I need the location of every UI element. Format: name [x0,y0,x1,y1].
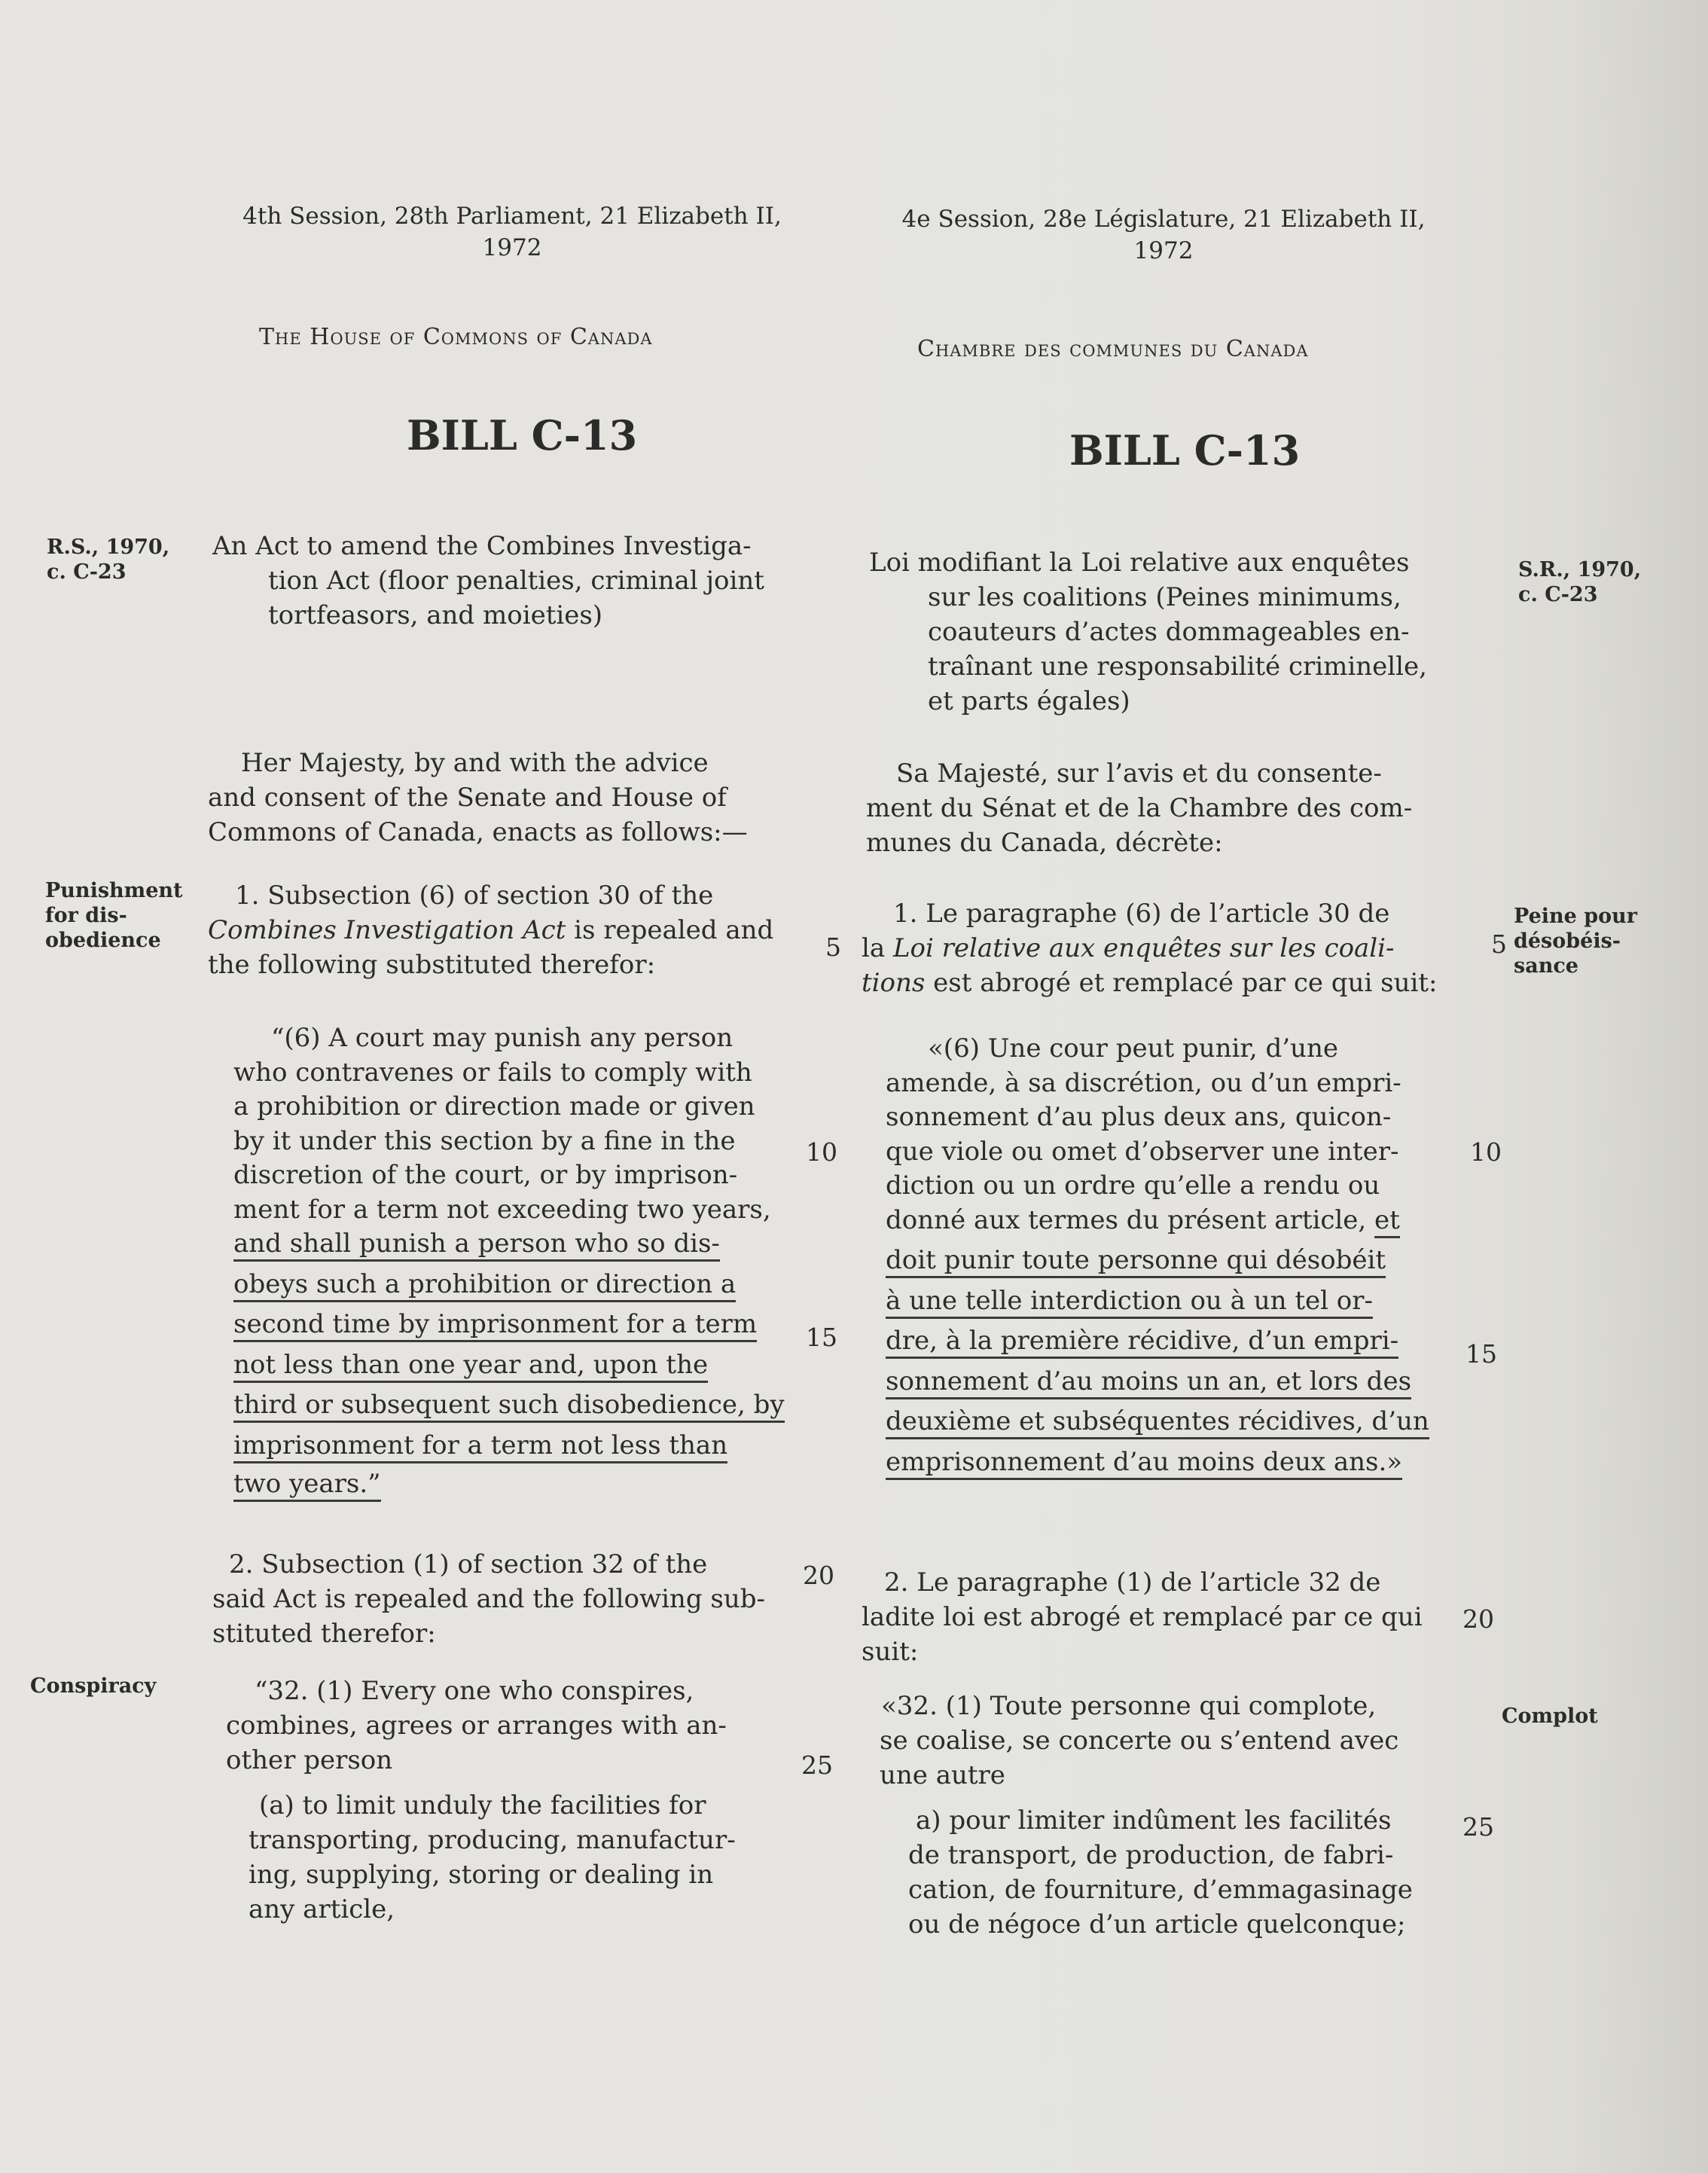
fr-quote-line: «(6) Une cour peut punir, d’une [928,1033,1339,1064]
en-s32-line: other person [226,1745,393,1775]
fr-line-number-15: 15 [1466,1339,1497,1369]
fr-s1-line: est abrogé et remplacé par ce qui suit: [925,968,1438,998]
fr-s1-line: la [862,933,893,963]
en-house-title: The House of Commons of Canada [259,324,653,350]
fr-quote-line: sonnement d’au plus deux ans, quicon- [886,1102,1392,1132]
fr-punishment-line1: Peine pour [1514,905,1637,928]
fr-s32a-line: cation, de fourniture, d’emmagasinage [908,1875,1413,1905]
en-enacting-clause [208,746,748,850]
en-s32a-line: transporting, producing, manufactur- [249,1825,736,1855]
en-quote-line: “(6) A court may punish any person [271,1023,734,1053]
fr-title-line: coauteurs d’actes dommageables en- [928,617,1410,647]
fr-s32a-line: de transport, de production, de fabri- [908,1840,1394,1870]
en-line-number-10: 10 [806,1137,837,1167]
en-s32-line: combines, agrees or arranges with an- [226,1711,727,1741]
fr-title-line: traînant une responsabilité criminelle, [928,652,1427,682]
fr-title-line: sur les coalitions (Peines minimums, [928,582,1401,612]
en-amended-text-line: second time by imprisonment for a term [233,1309,757,1342]
fr-amended-text-line: à une telle interdiction ou à un tel or- [886,1286,1373,1319]
en-amended-text-line: two years.” [233,1469,381,1502]
en-s32-line: “32. (1) Every one who conspires, [255,1676,694,1706]
en-amended-text-line: third or subsequent such disobedience, by [233,1390,785,1423]
en-amended-text-line: not less than one year and, upon the [233,1350,708,1383]
en-s1-line: the following substituted therefor: [208,950,656,980]
en-conspiracy-note: Conspiracy [30,1674,157,1698]
fr-line-number-5: 5 [1491,929,1507,959]
en-amended-text-line: imprisonment for a term not less than [233,1430,727,1463]
en-s32a-line: ing, supplying, storing or dealing in [249,1860,714,1890]
en-line-number-15: 15 [806,1323,837,1352]
fr-session-line: 4e Session, 28e Législature, 21 Elizabeth II, [901,206,1426,233]
fr-title-line: et parts égales) [928,686,1130,716]
en-quote-line: a prohibition or direction made or given [233,1091,755,1122]
en-s1-line: 1. Subsection (6) of section 30 of the [235,880,714,911]
fr-title-line: Loi modifiant la Loi relative aux enquêtes [869,548,1410,578]
en-section-32-a [249,1788,736,1927]
en-s2-line: 2. Subsection (1) of section 32 of the [229,1549,708,1579]
fr-rs-note [1518,557,1641,607]
fr-line-number-20: 20 [1462,1604,1494,1634]
en-punishment-line3: obedience [45,929,161,952]
en-quote-line: by it under this section by a fine in the [233,1125,736,1156]
fr-section-1 [862,896,1438,1000]
en-enacting-line: Commons of Canada, enacts as follows:— [208,817,748,847]
fr-punishment-note [1514,904,1637,978]
en-enacting-line: and consent of the Senate and House of [208,783,727,813]
fr-amended-text-line: dre, à la première récidive, d’un empri- [886,1326,1398,1359]
en-long-title [212,529,764,633]
en-rs-note [47,535,169,584]
en-punishment-note [45,878,183,953]
fr-act-name: Loi relative aux enquêtes sur les coali- [892,933,1395,963]
fr-enacting-line: munes du Canada, décrète: [866,828,1223,858]
en-rs-line2: c. C-23 [47,560,127,584]
en-punishment-line1: Punishment [45,879,183,902]
fr-s32-line: «32. (1) Toute personne qui complote, [881,1691,1377,1721]
fr-amended-text-word: et [1374,1205,1400,1238]
fr-s32a-line: a) pour limiter indûment les facilités [916,1805,1392,1836]
en-title-line: tion Act (floor penalties, criminal joint [268,566,764,596]
fr-rs-line1: S.R., 1970, [1518,558,1642,581]
en-bill-title: BILL C-13 [407,411,638,459]
fr-amended-text-line: emprisonnement d’au moins deux ans.» [886,1447,1402,1480]
fr-s2-line: suit: [862,1637,919,1667]
en-s32a-line: any article, [249,1894,395,1924]
fr-punishment-line3: sance [1514,954,1578,978]
en-section-1-quote [233,1021,785,1502]
en-line-number-5: 5 [825,932,841,962]
en-section-2 [212,1547,765,1651]
en-session-header [203,200,821,264]
fr-s32-line: se coalise, se concerte ou s’entend avec [880,1726,1399,1756]
fr-quote-line: amende, à sa discrétion, ou d’un empri- [886,1067,1401,1098]
en-s2-line: stituted therefor: [212,1619,436,1649]
en-line-number-25: 25 [801,1750,833,1780]
en-rs-line1: R.S., 1970, [47,536,170,559]
fr-section-1-quote [886,1032,1429,1479]
fr-section-32-a [908,1803,1413,1942]
fr-act-name: tions [862,968,926,998]
fr-line-number-10: 10 [1470,1137,1502,1167]
en-quote-line: who contravenes or fails to comply with [233,1057,752,1088]
fr-year-line: 1972 [1133,237,1194,264]
fr-quote-line: donné aux termes du présent article, [886,1204,1367,1235]
en-title-line: An Act to amend the Combines Investiga- [212,531,752,561]
fr-enacting-line: Sa Majesté, sur l’avis et du consente- [896,758,1382,789]
en-section-1 [208,878,773,982]
en-amended-text-line: obeys such a prohibition or direction a [233,1269,736,1302]
en-enacting-line: Her Majesty, by and with the advice [241,748,709,778]
fr-s32-line: une autre [880,1760,1005,1790]
fr-rs-line2: c. C-23 [1518,583,1598,606]
fr-session-header [843,203,1484,267]
fr-bill-title: BILL C-13 [1069,426,1301,475]
en-section-32 [226,1674,727,1778]
fr-enacting-line: ment du Sénat et de la Chambre des com- [866,793,1413,823]
fr-house-title: Chambre des communes du Canada [917,336,1309,362]
en-s2-line: said Act is repealed and the following sub- [212,1584,766,1614]
fr-s2-line: 2. Le paragraphe (1) de l’article 32 de [884,1567,1381,1598]
en-quote-line: discretion of the court, or by imprison- [233,1160,738,1190]
fr-s32a-line: ou de négoce d’un article quelconque; [908,1909,1406,1940]
fr-long-title [869,545,1427,719]
en-line-number-20: 20 [803,1561,834,1590]
en-session-line: 4th Session, 28th Parliament, 21 Elizabeth II, [242,203,782,230]
en-act-name: Combines Investigation Act [208,915,566,945]
en-punishment-line2: for dis- [45,904,127,927]
fr-amended-text-line: doit punir toute personne qui désobéit [886,1245,1386,1278]
en-s32a-line: (a) to limit unduly the facilities for [259,1790,706,1820]
fr-section-2 [862,1565,1423,1669]
fr-line-number-25: 25 [1462,1812,1494,1842]
en-year-line: 1972 [482,234,542,261]
en-title-line: tortfeasors, and moieties) [268,600,603,630]
fr-s2-line: ladite loi est abrogé et remplacé par ce qui [862,1602,1423,1632]
fr-amended-text-line: deuxième et subséquentes récidives, d’un [886,1406,1429,1439]
en-amended-text-line: and shall punish a person who so dis- [233,1228,720,1262]
fr-conspiracy-note: Complot [1502,1705,1598,1728]
en-quote-line: ment for a term not exceeding two years, [233,1194,771,1225]
en-s1-line: is repealed and [566,915,774,945]
fr-amended-text-line: sonnement d’au moins un an, et lors des [886,1366,1411,1399]
fr-quote-line: diction ou un ordre qu’elle a rendu ou [886,1170,1380,1201]
fr-quote-line: que viole ou omet d’observer une inter- [886,1136,1399,1167]
fr-s1-line: 1. Le paragraphe (6) de l’article 30 de [893,899,1390,929]
fr-punishment-line2: désobéis- [1514,929,1621,953]
fr-enacting-clause [866,756,1412,860]
fr-section-32 [880,1689,1398,1793]
